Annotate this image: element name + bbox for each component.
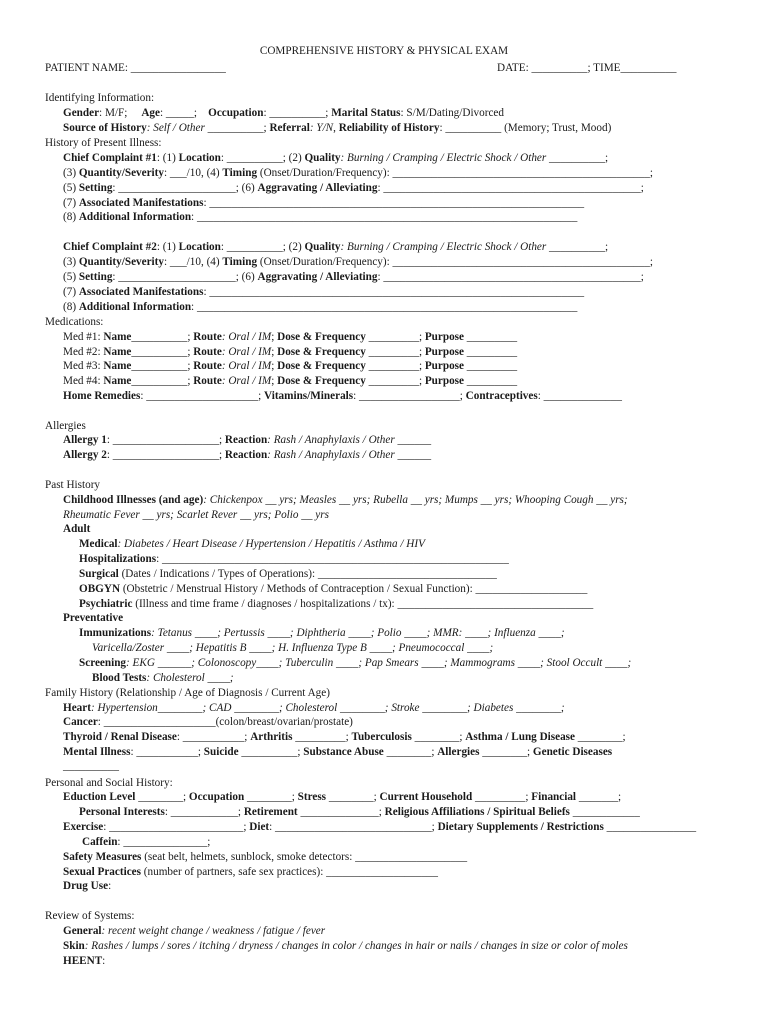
med-2-prefix: Med #2: (63, 346, 104, 358)
family-tb-field[interactable]: ________; (411, 731, 466, 743)
med-3-dose-field[interactable]: _________; (365, 360, 425, 372)
reliability-label: Reliability of History (338, 122, 440, 134)
complaint-2-setting-label: Setting (78, 271, 113, 283)
social-occupation-field[interactable]: ________; (244, 791, 298, 803)
childhood-label: Childhood Illnesses (and age) (63, 494, 204, 506)
referral-label: Referral (269, 122, 310, 134)
date-field[interactable]: __________ (531, 62, 588, 74)
obgyn-field[interactable]: (Obstetric / Menstrual History / Methods of Contraception / Sexual Function): ____________________ (120, 583, 588, 595)
med-1-dose-field[interactable]: _________; (365, 331, 425, 343)
allergy-2-label: Allergy 2 (63, 449, 107, 461)
gender-field[interactable]: : M/F; (99, 107, 128, 119)
retirement-label: Retirement (243, 806, 298, 818)
immunizations-options-1[interactable]: : Tetanus ____; Pertussis ____; Diphtheria ____; Polio ____; MMR: ____; Influenza ____; (151, 627, 565, 639)
social-heading: Personal and Social History: (45, 777, 173, 789)
med-2-route-label: Route (193, 346, 222, 358)
surgical-line (79, 567, 497, 582)
complaint-2-additional-label: Additional Information (78, 301, 192, 313)
complaint-1-num-1: : (1) (156, 152, 179, 164)
complaint-1-label: Chief Complaint #1 (63, 152, 157, 164)
complaint-2-line-1 (63, 240, 608, 255)
complaint-2-timing-label: Timing (222, 256, 258, 268)
family-thyroid-line (63, 730, 626, 745)
social-line-1 (63, 790, 621, 805)
med-1-route-label: Route (193, 331, 222, 343)
age-label: Age (141, 107, 160, 119)
med-4-name-field[interactable]: __________; (131, 375, 194, 387)
med-2-name-label: Name (103, 346, 132, 358)
med-3-dose-label: Dose & Frequency (277, 360, 366, 372)
complaint-1-assoc-label: Associated Manifestations (78, 197, 204, 209)
marital-status-label: Marital Status (331, 107, 401, 119)
ros-general-label: General (63, 925, 102, 937)
caffeine-field[interactable]: : _______________; (117, 836, 211, 848)
med-4-name-label: Name (103, 375, 132, 387)
med-4-route-label: Route (193, 375, 222, 387)
complaint-2-line-2 (63, 255, 653, 270)
complaint-1-additional-field[interactable]: : ____________________________________________________________________ (191, 211, 578, 223)
complaint-1-num-7: (7) (63, 197, 79, 209)
complaint-2-additional-field[interactable]: : ____________________________________________________________________ (191, 301, 578, 313)
med-row (63, 330, 517, 345)
gender-label: Gender (63, 107, 100, 119)
screening-label: Screening (79, 657, 127, 669)
financial-label: Financial (531, 791, 577, 803)
complaint-1-setting-field[interactable]: : _____________________; (6) (112, 182, 258, 194)
financial-field[interactable]: _______; (576, 791, 622, 803)
sexual-label: Sexual Practices (63, 866, 141, 878)
complaint-2-location-label: Location (178, 241, 221, 253)
education-label: Eduction Level (63, 791, 136, 803)
medications-heading: Medications: (45, 316, 104, 328)
family-suicide-field[interactable]: __________; (238, 746, 304, 758)
med-4-dose-field[interactable]: _________; (365, 375, 425, 387)
med-row (63, 359, 517, 374)
supplements-field[interactable]: ________________ (603, 821, 697, 833)
med-3-route-sep: ; (271, 360, 278, 372)
allergy-1-reaction-label: Reaction (224, 434, 268, 446)
remedies-line (63, 389, 622, 404)
safety-line (63, 850, 467, 865)
screening-line (79, 656, 631, 671)
patient-name-line (45, 61, 226, 76)
medical-options[interactable]: : Diabetes / Heart Disease / Hypertension / Hepatitis / Asthma / HIV (117, 538, 425, 550)
patient-name-field[interactable]: _________________ (130, 62, 226, 74)
med-row (63, 374, 517, 389)
obgyn-label: OBGYN (79, 583, 121, 595)
med-1-dose-label: Dose & Frequency (277, 331, 366, 343)
med-2-route-sep: ; (271, 346, 278, 358)
complaint-1-num-3: (3) (63, 167, 79, 179)
complaint-1-timing-label: Timing (222, 167, 258, 179)
complaint-2-location-field[interactable]: : __________; (2) (220, 241, 305, 253)
blood-tests-field[interactable]: : Cholesterol ____; (146, 672, 234, 684)
complaint-1-location-label: Location (178, 152, 221, 164)
family-mental-line (63, 745, 612, 760)
med-3-route-options: : Oral / IM (221, 360, 272, 372)
allergy-1-reaction-field[interactable]: ______ (394, 434, 432, 446)
med-1-route-sep: ; (271, 331, 278, 343)
complaint-1-line-3 (63, 181, 644, 196)
blood-tests-label: Blood Tests (92, 672, 147, 684)
complaint-1-additional-label: Additional Information (78, 211, 192, 223)
family-substance-label: Substance Abuse (303, 746, 384, 758)
ros-skin-label: Skin (63, 940, 85, 952)
supplements-label: Dietary Supplements / Restrictions (437, 821, 604, 833)
complaint-2-line-5 (63, 300, 577, 315)
family-asthma-label: Asthma / Lung Disease (465, 731, 575, 743)
ros-general-line (63, 924, 325, 939)
drug-use-label: Drug Use (63, 880, 109, 892)
med-1-name-label: Name (103, 331, 132, 343)
med-4-prefix: Med #4: (63, 375, 104, 387)
blood-tests-line (92, 671, 234, 686)
med-3-route-label: Route (193, 360, 222, 372)
hpi-heading: History of Present Illness: (45, 137, 162, 149)
source-options: : Self / Other (146, 122, 205, 134)
drug-use-field[interactable]: : (108, 880, 112, 892)
complaint-2-assoc-field[interactable]: : ___________________________________________________________________ (203, 286, 585, 298)
social-line-2 (79, 805, 640, 820)
med-row (63, 345, 517, 360)
complaint-1-quality-field[interactable]: __________; (546, 152, 609, 164)
family-heart-label: Heart (63, 702, 91, 714)
social-occupation-label: Occupation (188, 791, 245, 803)
safety-field[interactable]: (seat belt, helmets, sunblock, smoke detectors: ____________________ (141, 851, 468, 863)
referral-field[interactable]: : Y/N (309, 122, 334, 134)
time-label: TIME (593, 62, 621, 74)
med-1-name-field[interactable]: __________; (131, 331, 194, 343)
preventative-label: Preventative (63, 612, 124, 624)
med-3-prefix: Med #3: (63, 360, 104, 372)
childhood-line-1 (63, 493, 628, 508)
religious-field[interactable]: ____________ (569, 806, 640, 818)
complaint-1-aggravating-label: Aggravating / Alleviating (257, 182, 378, 194)
identifying-line-1 (63, 106, 504, 121)
family-mental-label: Mental Illness (63, 746, 131, 758)
adult-line (63, 522, 90, 537)
ros-heading: Review of Systems: (45, 910, 135, 922)
family-history-heading: Family History (Relationship / Age of Diagnosis / Current Age) (45, 687, 330, 699)
allergy-2-field[interactable]: : ___________________; (106, 449, 225, 461)
page-title: COMPREHENSIVE HISTORY & PHYSICAL EXAM (259, 45, 509, 57)
complaint-2-setting-field[interactable]: : _____________________; (6) (112, 271, 258, 283)
date-time-line (497, 61, 676, 76)
complaint-2-line-4 (63, 285, 584, 300)
surgical-field[interactable]: (Dates / Indications / Types of Operations): ________________________________ (118, 568, 497, 580)
complaint-2-severity-label: Quantity/Severity (78, 256, 164, 268)
family-allergies-label: Allergies (437, 746, 480, 758)
ros-skin-line (63, 939, 628, 954)
contraceptives-label: Contraceptives (465, 390, 538, 402)
education-field[interactable]: ________; (135, 791, 189, 803)
complaint-1-severity-field[interactable]: : ___/10, (4) (164, 167, 223, 179)
source-field[interactable]: __________; (204, 122, 267, 134)
marital-status-field[interactable]: : S/M/Dating/Divorced (400, 107, 504, 119)
complaint-2-line-3 (63, 270, 644, 285)
complaint-1-line-4 (63, 196, 584, 211)
complaint-2-quality-label: Quality (304, 241, 341, 253)
complaint-2-assoc-label: Associated Manifestations (78, 286, 204, 298)
family-thyroid-label: Thyroid / Renal Disease (63, 731, 177, 743)
hospitalizations-field[interactable]: : ______________________________________________________________ (156, 553, 509, 565)
exercise-label: Exercise (63, 821, 104, 833)
date-label: DATE: (497, 62, 529, 74)
family-asthma-field[interactable]: ________; (575, 731, 626, 743)
ros-heent-field[interactable]: : (102, 955, 106, 967)
identifying-heading: Identifying Information: (45, 92, 155, 104)
family-genetic-label: Genetic Diseases (532, 746, 613, 758)
diet-field[interactable]: : ____________________________; (269, 821, 438, 833)
complaint-1-line-2 (63, 166, 653, 181)
childhood-options-2[interactable]: Rheumatic Fever __ yrs; Scarlet Rever __ yrs; Polio __ yrs (63, 509, 329, 521)
med-1-prefix: Med #1: (63, 331, 104, 343)
complaint-2-quality-field[interactable]: __________; (546, 241, 609, 253)
family-arthritis-field[interactable]: _________; (292, 731, 352, 743)
contraceptives-field[interactable]: : ______________ (537, 390, 622, 402)
immunizations-line-2 (92, 641, 493, 656)
preventative-line (63, 611, 123, 626)
screening-options[interactable]: : EKG ______; Colonoscopy____; Tuberculin ____; Pap Smears ____; Mammograms ____; Stool Occult ____; (126, 657, 632, 669)
med-3-purpose-field[interactable]: _________ (464, 360, 518, 372)
psychiatric-field[interactable]: (Illness and time frame / diagnoses / hospitalizations / tx): ___________________________________ (132, 598, 594, 610)
source-label: Source of History (63, 122, 147, 134)
med-4-dose-label: Dose & Frequency (277, 375, 366, 387)
household-field[interactable]: _________; (472, 791, 532, 803)
allergy-2-reaction-field[interactable]: ______ (394, 449, 432, 461)
ros-skin-options[interactable]: : Rashes / lumps / sores / itching / dryness / changes in color / changes in hair or nails / changes in size or color of moles (84, 940, 628, 952)
childhood-options-1[interactable]: : Chickenpox __ yrs; Measles __ yrs; Rubella __ yrs; Mumps __ yrs; Whooping Cough __ yrs; (203, 494, 628, 506)
age-field[interactable]: : _____; (159, 107, 197, 119)
complaint-2-num-5: (5) (63, 271, 79, 283)
surgical-label: Surgical (79, 568, 119, 580)
med-1-purpose-label: Purpose (424, 331, 464, 343)
adult-label: Adult (63, 523, 91, 535)
social-line-3 (63, 820, 696, 835)
occupation-field[interactable]: : __________; (263, 107, 329, 119)
complaint-1-quality-label: Quality (304, 152, 341, 164)
past-history-heading: Past History (45, 479, 101, 491)
complaint-1-setting-label: Setting (78, 182, 113, 194)
family-allergies-field[interactable]: ________; (479, 746, 533, 758)
ros-general-options[interactable]: : recent weight change / weakness / fatigue / fever (101, 925, 326, 937)
psychiatric-label: Psychiatric (79, 598, 133, 610)
date-separator: ; (587, 62, 594, 74)
allergy-row (63, 448, 431, 463)
complaint-1-location-field[interactable]: : __________; (2) (220, 152, 305, 164)
complaint-2-timing-field[interactable]: (Onset/Duration/Frequency): ______________________________________________; (257, 256, 653, 268)
hospitalizations-line (79, 552, 509, 567)
ros-heent-line (63, 954, 105, 969)
sexual-field[interactable]: (number of partners, safe sex practices): ____________________ (140, 866, 438, 878)
immunizations-line-1 (79, 626, 565, 641)
caffeine-label: Caffein (82, 836, 118, 848)
religious-label: Religious Affiliations / Spiritual Beliefs (384, 806, 570, 818)
med-4-purpose-label: Purpose (424, 375, 464, 387)
family-heart-line (63, 701, 565, 716)
household-label: Current Household (379, 791, 473, 803)
allergy-row (63, 433, 431, 448)
complaint-1-quality-options: : Burning / Cramping / Electric Shock / Other (340, 152, 547, 164)
med-3-name-field[interactable]: __________; (131, 360, 194, 372)
family-suicide-label: Suicide (203, 746, 239, 758)
allergy-2-reaction-options: : Rash / Anaphylaxis / Other (267, 449, 395, 461)
med-3-purpose-label: Purpose (424, 360, 464, 372)
med-1-purpose-field[interactable]: _________ (464, 331, 518, 343)
med-3-name-label: Name (103, 360, 132, 372)
med-2-purpose-label: Purpose (424, 346, 464, 358)
hospitalizations-label: Hospitalizations (79, 553, 157, 565)
family-tb-label: Tuberculosis (351, 731, 412, 743)
family-cancer-label: Cancer (63, 716, 98, 728)
home-remedies-label: Home Remedies (63, 390, 141, 402)
home-remedies-field[interactable]: : ____________________; (140, 390, 265, 402)
interests-label: Personal Interests (79, 806, 165, 818)
exercise-field[interactable]: : ________________________; (103, 821, 250, 833)
family-substance-field[interactable]: ________; (383, 746, 438, 758)
allergy-1-reaction-options: : Rash / Anaphylaxis / Other (267, 434, 395, 446)
med-2-dose-field[interactable]: _________; (365, 346, 425, 358)
stress-label: Stress (297, 791, 327, 803)
family-thyroid-field[interactable]: : ___________; (176, 731, 251, 743)
allergy-2-reaction-label: Reaction (224, 449, 268, 461)
family-cancer-line (63, 715, 353, 730)
psychiatric-line (79, 597, 593, 612)
med-4-route-sep: ; (271, 375, 278, 387)
drug-use-line (63, 879, 111, 894)
med-2-dose-label: Dose & Frequency (277, 346, 366, 358)
complaint-1-assoc-field[interactable]: : ___________________________________________________________________ (203, 197, 585, 209)
complaint-2-severity-field[interactable]: : ___/10, (4) (164, 256, 223, 268)
complaint-2-quality-options: : Burning / Cramping / Electric Shock / Other (340, 241, 547, 253)
stress-field[interactable]: ________; (326, 791, 380, 803)
med-2-route-options: : Oral / IM (221, 346, 272, 358)
med-1-route-options: : Oral / IM (221, 331, 272, 343)
diet-label: Diet (249, 821, 270, 833)
allergy-1-field[interactable]: : ___________________; (106, 434, 225, 446)
complaint-1-num-5: (5) (63, 182, 79, 194)
complaint-1-timing-field[interactable]: (Onset/Duration/Frequency): ______________________________________________; (257, 167, 653, 179)
family-cancer-field[interactable]: : ____________________(colon/breast/ovarian/prostate) (97, 716, 353, 728)
safety-label: Safety Measures (63, 851, 142, 863)
retirement-field[interactable]: ______________; (297, 806, 385, 818)
caffeine-line (82, 835, 210, 850)
family-genetic-field[interactable]: __________ (63, 760, 119, 772)
complaint-1-line-1 (63, 151, 608, 166)
complaint-1-severity-label: Quantity/Severity (78, 167, 164, 179)
obgyn-line (79, 582, 587, 597)
family-heart-field[interactable]: : Hypertension________; CAD ________; Cholesterol ________; Stroke ________; Diabetes ________; (90, 702, 565, 714)
reliability-field[interactable]: : __________ (Memory; Trust, Mood) (439, 122, 612, 134)
family-arthritis-label: Arthritis (250, 731, 293, 743)
allergy-1-label: Allergy 1 (63, 434, 107, 446)
complaint-2-num-1: : (1) (156, 241, 179, 253)
family-mental-field[interactable]: : ___________; (130, 746, 204, 758)
med-2-name-field[interactable]: __________; (131, 346, 194, 358)
complaint-2-num-3: (3) (63, 256, 79, 268)
complaint-2-num-7: (7) (63, 286, 79, 298)
complaint-1-line-5 (63, 210, 577, 225)
ros-heent-label: HEENT (63, 955, 103, 967)
immunizations-options-2[interactable]: Varicella/Zoster ____; Hepatitis B ____; H. Influenza Type B ____; Pneumococcal ____; (92, 642, 494, 654)
immunizations-label: Immunizations (79, 627, 152, 639)
complaint-1-aggravating-field[interactable]: : ______________________________________________; (377, 182, 644, 194)
family-genetic-line (63, 759, 119, 774)
complaint-2-num-8: (8) (63, 301, 79, 313)
childhood-line-2 (63, 508, 329, 523)
complaint-2-label: Chief Complaint #2 (63, 241, 157, 253)
identifying-line-2: Source of History: Self / Other __________; Referral: Y/N, Reliability of History: __________ (Memory; Trust, Mood) (63, 122, 612, 134)
complaint-2-aggravating-field[interactable]: : ______________________________________________; (377, 271, 644, 283)
med-4-purpose-field[interactable]: _________ (464, 375, 518, 387)
vitamins-field[interactable]: : __________________; (353, 390, 466, 402)
time-field[interactable]: __________ (620, 62, 677, 74)
sexual-line (63, 865, 438, 880)
interests-field[interactable]: : ____________; (164, 806, 244, 818)
medical-line (79, 537, 425, 552)
patient-name-label: PATIENT NAME: (45, 62, 128, 74)
occupation-label: Occupation (208, 107, 264, 119)
medical-label: Medical (79, 538, 118, 550)
allergies-heading: Allergies (45, 420, 86, 432)
complaint-1-num-8: (8) (63, 211, 79, 223)
med-4-route-options: : Oral / IM (221, 375, 272, 387)
vitamins-label: Vitamins/Minerals (264, 390, 354, 402)
med-2-purpose-field[interactable]: _________ (464, 346, 518, 358)
complaint-2-aggravating-label: Aggravating / Alleviating (257, 271, 378, 283)
